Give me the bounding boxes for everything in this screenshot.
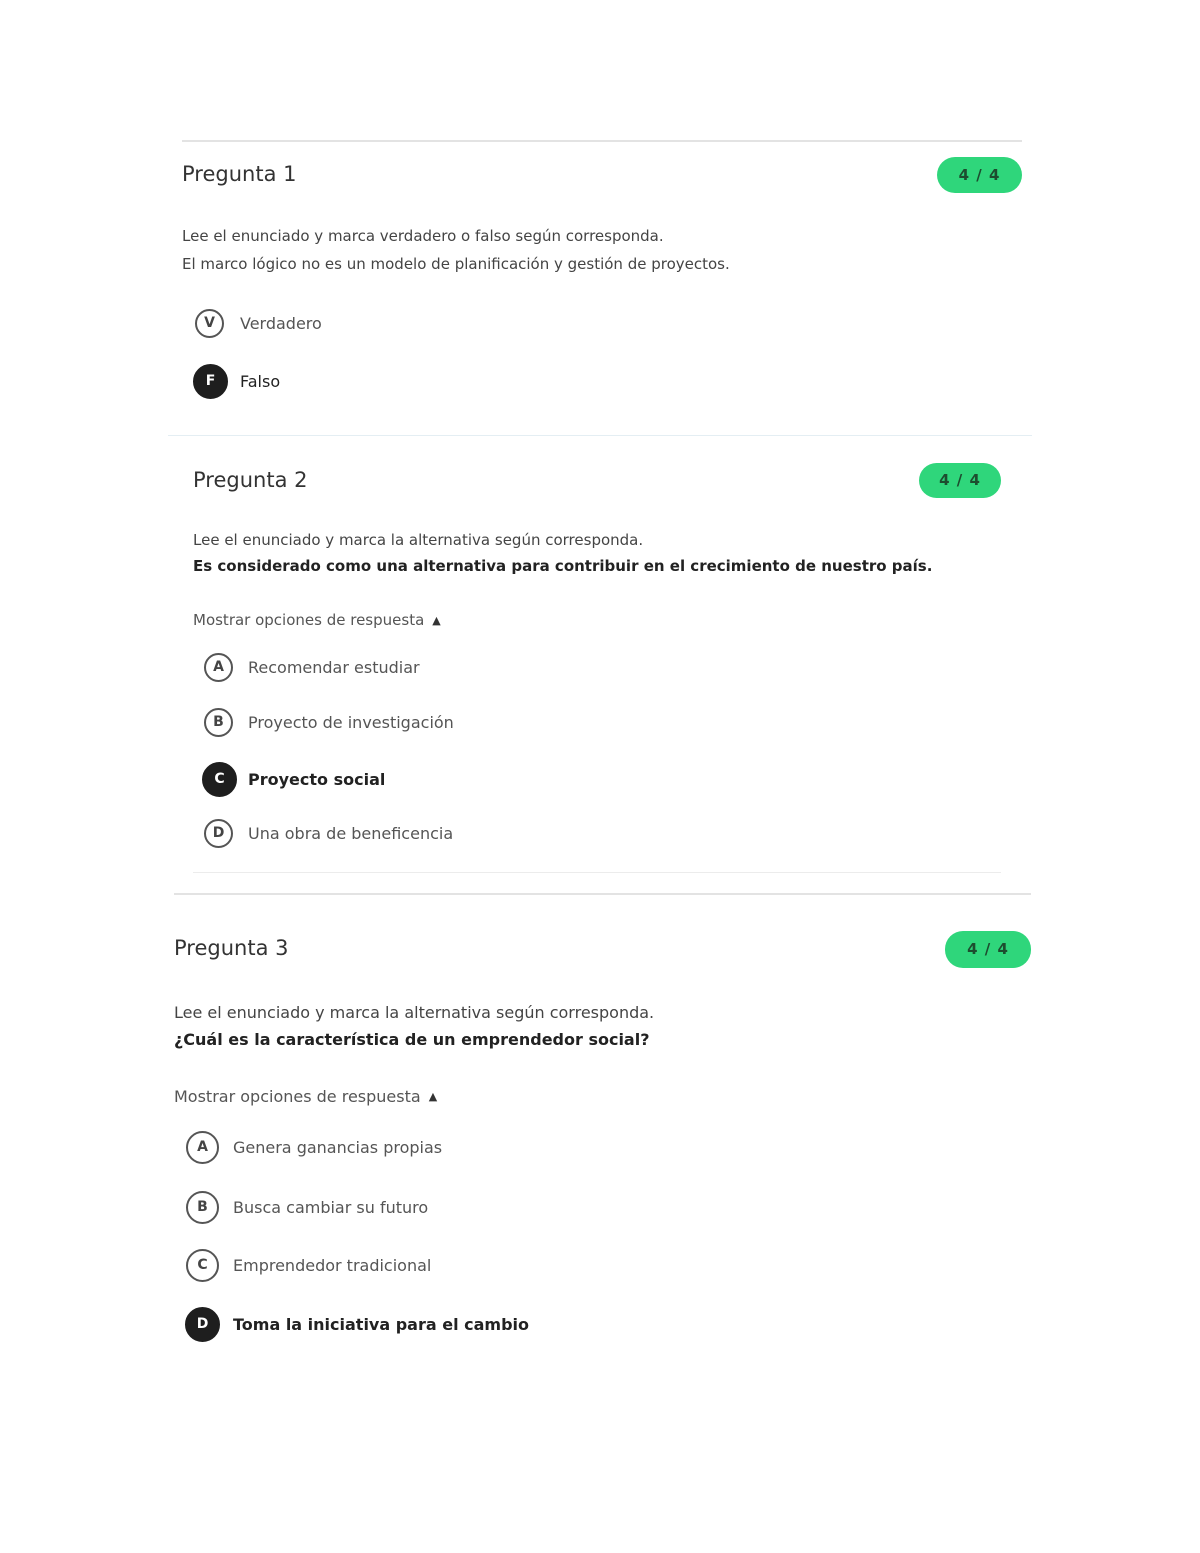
question-2-title: Pregunta 2 [193, 468, 308, 492]
toggle-label: Mostrar opciones de respuesta [193, 611, 425, 629]
question-2-statement: Es considerado como una alternativa para contribuir en el crecimiento de nuestro país. [193, 557, 933, 575]
divider-q1-q2 [168, 435, 1032, 436]
option-letter-circle-selected: F [193, 364, 228, 399]
question-3-option-b[interactable] [186, 1191, 428, 1224]
option-letter-circle: A [204, 653, 233, 682]
question-2-score-badge: 4 / 4 [919, 463, 1001, 498]
option-letter-circle: C [186, 1249, 219, 1282]
option-letter-circle: V [195, 309, 224, 338]
question-1-instruction: Lee el enunciado y marca verdadero o falso según corresponda. [182, 227, 664, 245]
question-2-show-options-toggle[interactable] [193, 611, 441, 629]
question-1-option-v[interactable] [195, 309, 322, 338]
divider-top [182, 140, 1022, 142]
question-1-score-badge: 4 / 4 [937, 157, 1022, 193]
option-label: Verdadero [240, 314, 322, 333]
option-letter-circle: A [186, 1131, 219, 1164]
question-2-instruction: Lee el enunciado y marca la alternativa según corresponda. [193, 531, 644, 549]
option-label-selected: Toma la iniciativa para el cambio [233, 1315, 530, 1334]
question-2-option-a[interactable] [204, 653, 420, 682]
question-3-statement: ¿Cuál es la característica de un emprendedor social? [174, 1030, 650, 1049]
option-label: Recomendar estudiar [248, 658, 420, 677]
question-3-option-c[interactable] [186, 1249, 431, 1282]
question-3-instruction: Lee el enunciado y marca la alternativa según corresponda. [174, 1003, 655, 1022]
toggle-label: Mostrar opciones de respuesta [174, 1087, 421, 1106]
option-letter-circle: D [204, 819, 233, 848]
question-3-show-options-toggle[interactable] [174, 1087, 437, 1106]
option-label: Una obra de beneficencia [248, 824, 454, 843]
question-3-option-d[interactable] [185, 1307, 529, 1342]
option-letter-circle: B [186, 1191, 219, 1224]
question-1-option-f[interactable] [193, 364, 280, 399]
question-3-score-badge: 4 / 4 [945, 931, 1031, 968]
option-label: Proyecto de investigación [248, 713, 454, 732]
divider-q2-q3 [174, 893, 1031, 895]
question-3-title: Pregunta 3 [174, 936, 289, 960]
option-label-selected: Proyecto social [248, 770, 386, 789]
divider-options-end [193, 872, 1001, 873]
option-label: Emprendedor tradicional [233, 1256, 432, 1275]
option-label: Genera ganancias propias [233, 1138, 443, 1157]
question-2-option-c[interactable] [202, 762, 385, 797]
chevron-up-icon: ▲ [432, 613, 441, 627]
option-label-selected: Falso [240, 372, 281, 391]
question-1-title: Pregunta 1 [182, 162, 297, 186]
question-2-option-b[interactable] [204, 708, 454, 737]
question-2-option-d[interactable] [204, 819, 453, 848]
option-letter-circle-selected: D [185, 1307, 220, 1342]
chevron-up-icon: ▲ [428, 1090, 438, 1103]
question-3-option-a[interactable] [186, 1131, 442, 1164]
option-label: Busca cambiar su futuro [233, 1198, 429, 1217]
option-letter-circle-selected: C [202, 762, 237, 797]
question-1-statement: El marco lógico no es un modelo de planificación y gestión de proyectos. [182, 255, 730, 273]
option-letter-circle: B [204, 708, 233, 737]
